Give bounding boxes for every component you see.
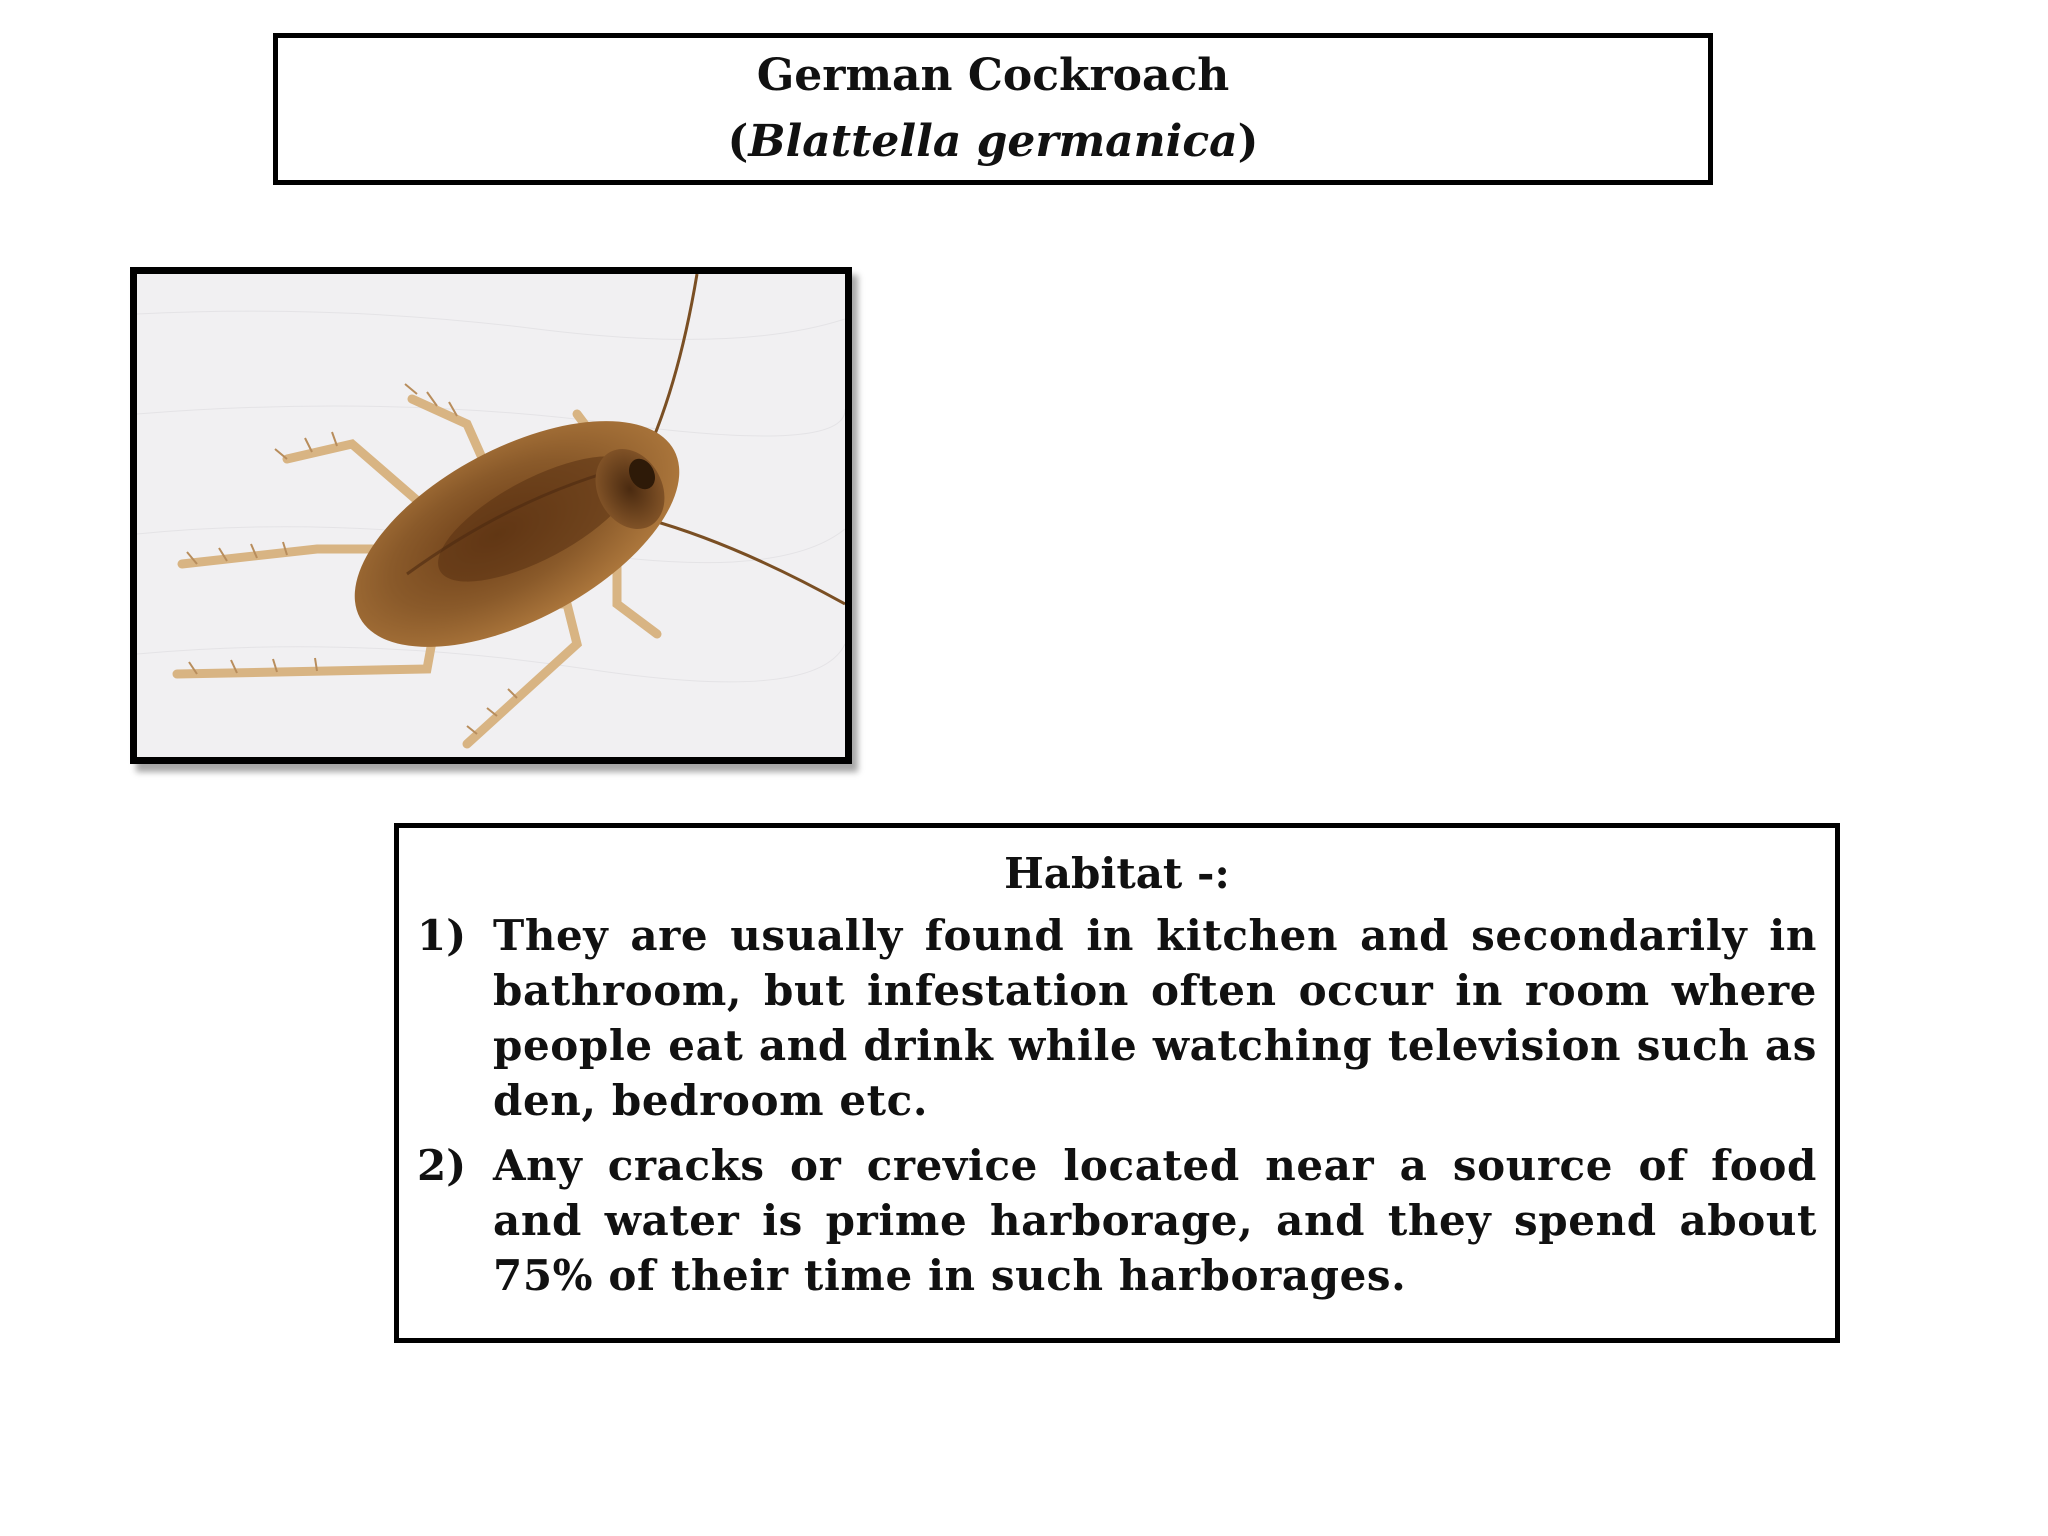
scientific-name-line — [278, 109, 1708, 175]
cockroach-photo — [130, 267, 852, 764]
list-item — [417, 908, 1817, 1128]
list-item — [417, 1138, 1817, 1303]
title-box — [273, 33, 1713, 185]
close-paren: ) — [1237, 116, 1259, 167]
habitat-heading: Habitat -: — [1004, 849, 1230, 898]
habitat-box — [394, 823, 1840, 1343]
page-title: German Cockroach — [756, 50, 1230, 101]
list-item-text: Any cracks or crevice located near a source of food and water is prime harborage, and they spend about 75% of their time in such harborages. — [493, 1141, 1817, 1300]
list-item-number: 2) — [417, 1141, 467, 1190]
cockroach-illustration — [137, 274, 845, 757]
habitat-list — [417, 908, 1817, 1303]
open-paren: ( — [727, 116, 749, 167]
list-item-number: 1) — [417, 911, 467, 960]
list-item-text: They are usually found in kitchen and secondarily in bathroom, but infestation often occur in room where people eat and drink while watching television such as den, bedroom etc. — [493, 911, 1817, 1125]
scientific-name: Blattella germanica — [748, 116, 1238, 167]
